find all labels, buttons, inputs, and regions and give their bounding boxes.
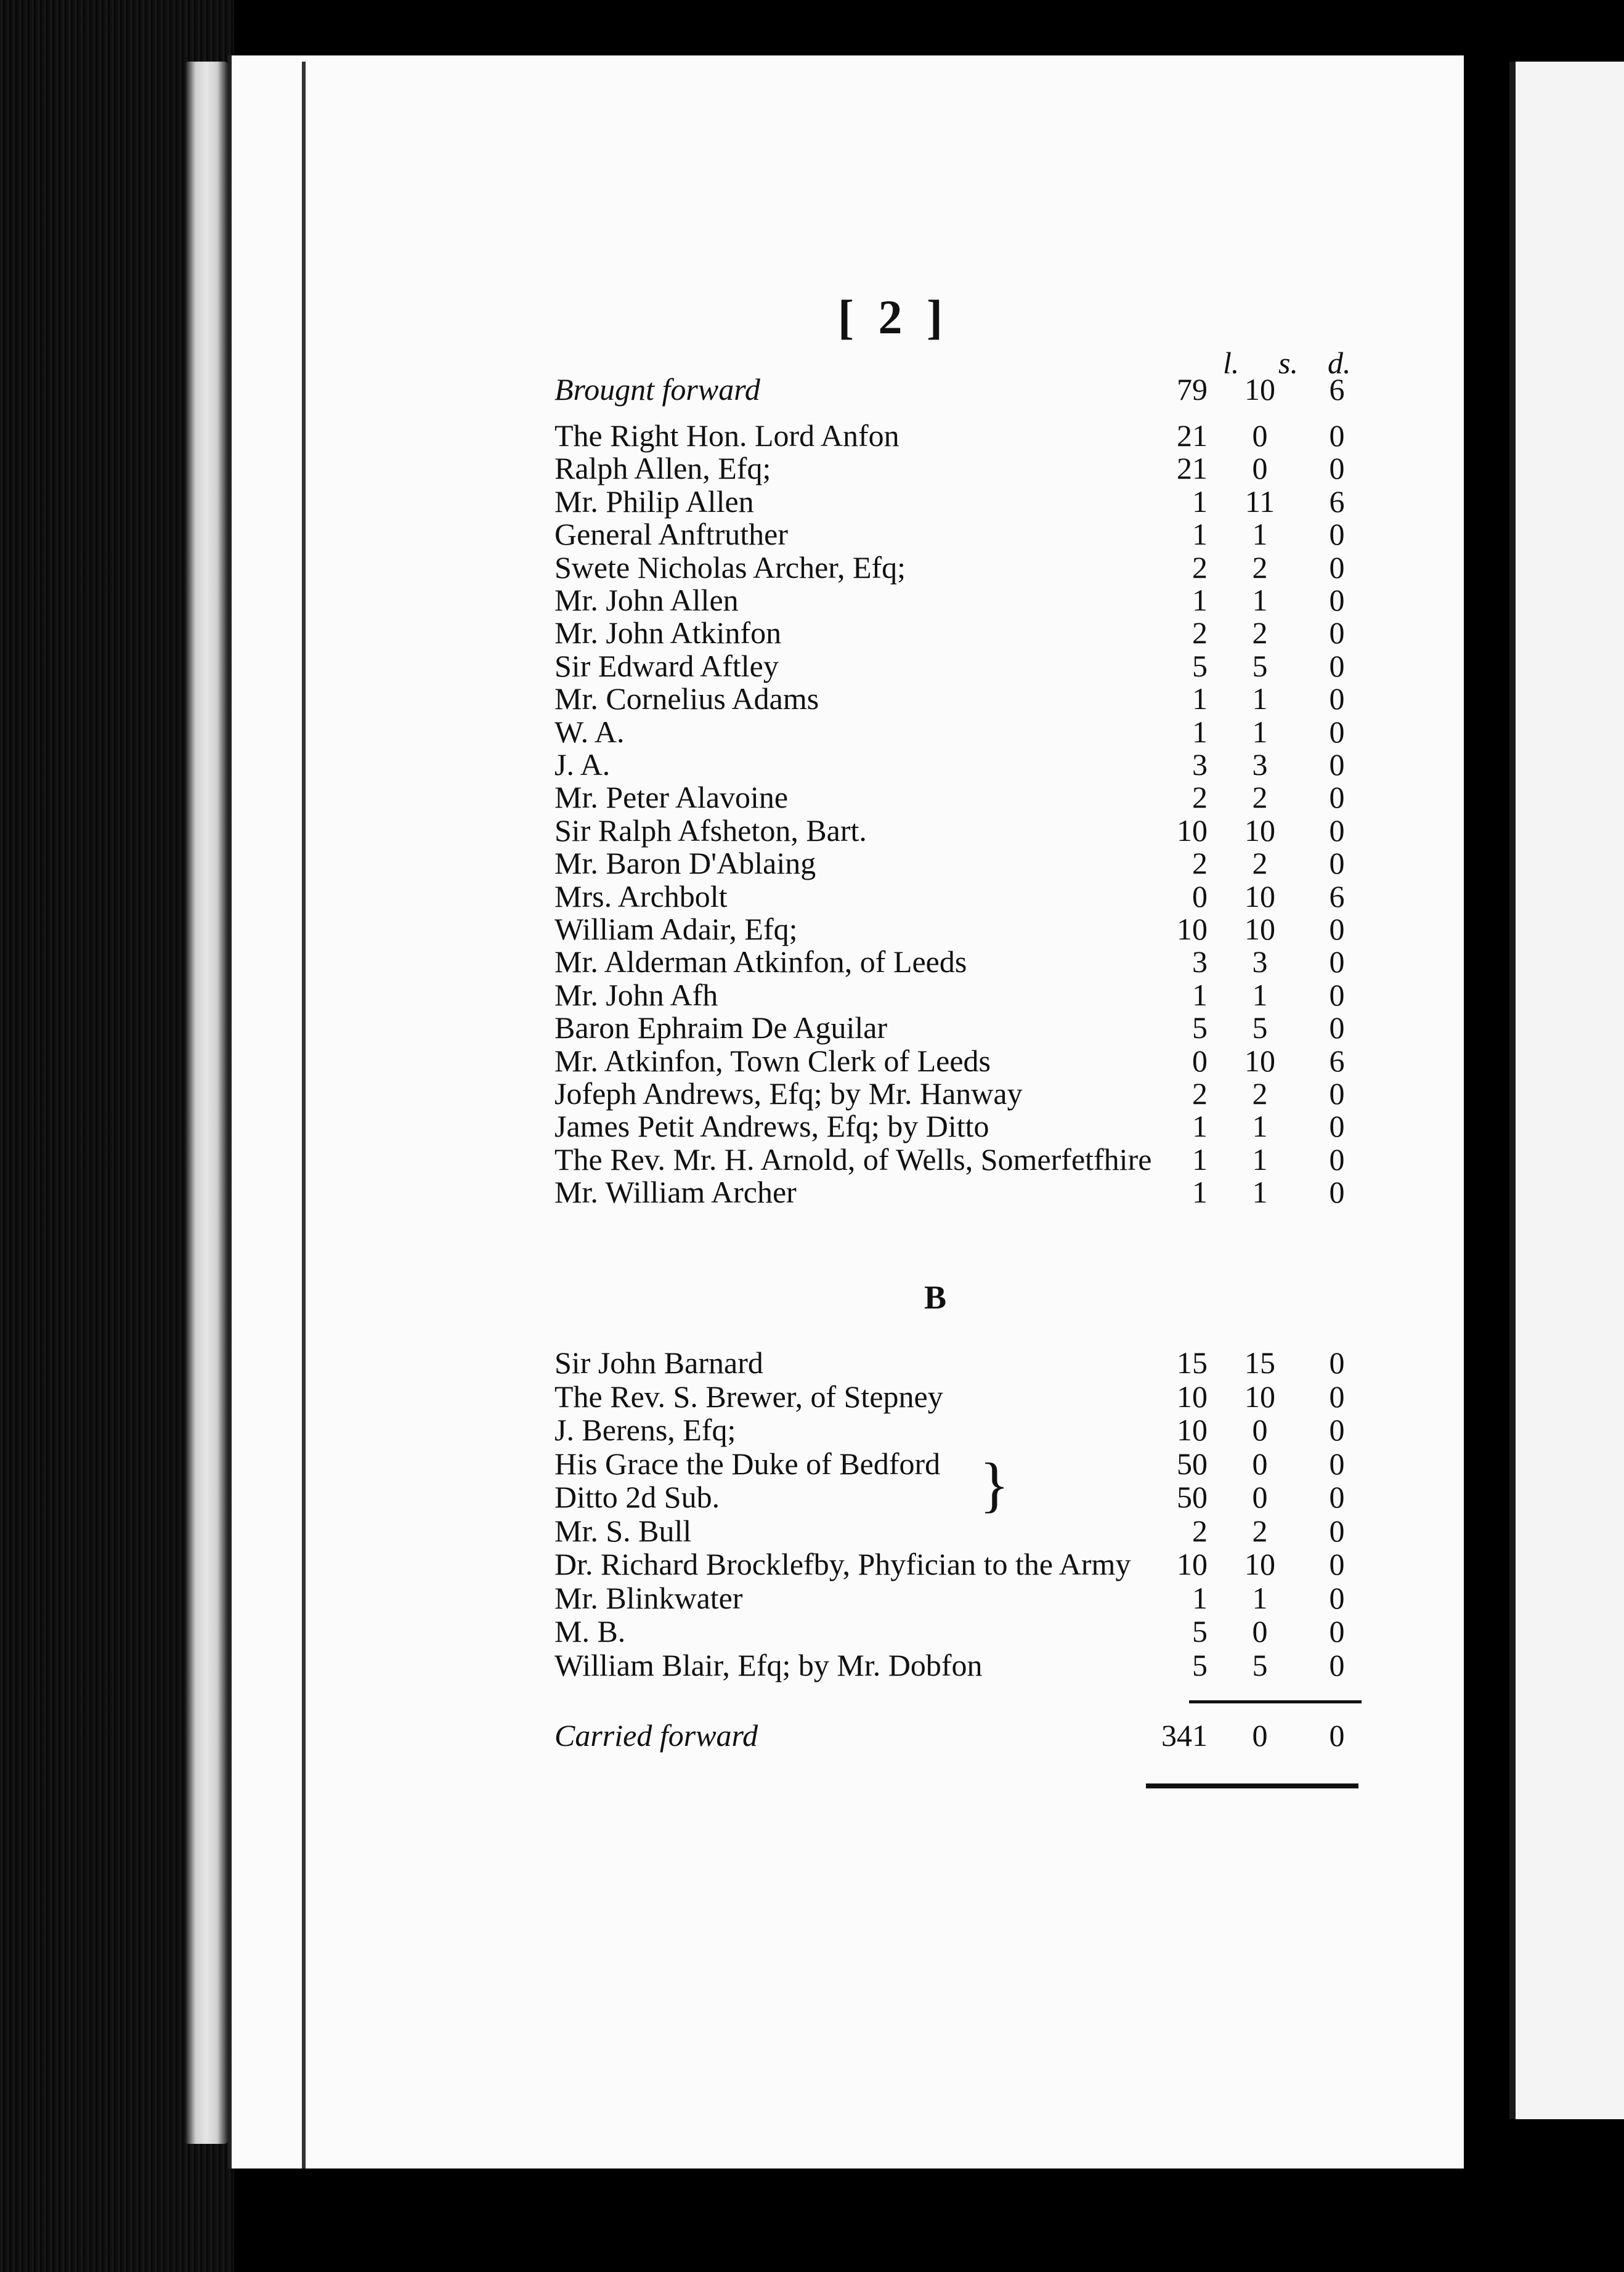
shillings: 10 xyxy=(1244,878,1275,914)
pence: 0 xyxy=(1329,1446,1345,1481)
pounds: 1 xyxy=(1192,681,1208,716)
pounds: 21 xyxy=(1177,418,1208,453)
subscriber-name: William Blair, Efq; by Mr. Dobfon xyxy=(554,1647,983,1682)
subscriber-row xyxy=(554,1110,1368,1143)
shillings: 15 xyxy=(1244,1345,1275,1380)
shillings: 1 xyxy=(1252,1580,1268,1615)
total-double-rule xyxy=(1146,1783,1358,1788)
subscriber-name: Mr. John Afh xyxy=(554,977,718,1012)
pounds: 1 xyxy=(1192,714,1208,749)
pence: 0 xyxy=(1329,648,1345,683)
pence: 0 xyxy=(1329,846,1345,881)
shillings: 3 xyxy=(1252,747,1268,782)
pounds: 1 xyxy=(1192,977,1208,1012)
pence: 6 xyxy=(1329,372,1345,407)
sum-rule xyxy=(1189,1700,1362,1703)
subscriber-row xyxy=(554,583,1368,617)
pence: 0 xyxy=(1329,912,1345,946)
pounds: 5 xyxy=(1192,1010,1208,1045)
subscriber-name: Sir Edward Aftley xyxy=(554,648,779,683)
subscriber-row xyxy=(554,880,1368,913)
pence: 0 xyxy=(1329,977,1345,1012)
pounds: 10 xyxy=(1177,813,1208,848)
subscriber-row xyxy=(554,1044,1368,1077)
subscriber-row xyxy=(554,1514,1368,1548)
pounds: 79 xyxy=(1177,372,1208,407)
shillings: 2 xyxy=(1252,550,1268,585)
brought-forward-row xyxy=(554,373,1368,406)
shillings: 0 xyxy=(1252,1446,1268,1481)
subscriber-name: Mrs. Archbolt xyxy=(554,878,728,914)
pounds: 5 xyxy=(1192,1614,1208,1649)
gutter-line xyxy=(302,62,306,2169)
shillings: 10 xyxy=(1244,372,1275,407)
subscriber-row xyxy=(554,912,1368,946)
subscriber-row xyxy=(554,551,1368,584)
shillings: 1 xyxy=(1252,977,1268,1012)
subscriber-row xyxy=(554,814,1368,847)
subscriber-name: Mr. Atkinfon, Town Clerk of Leeds xyxy=(554,1043,991,1078)
subscriber-row xyxy=(554,485,1368,518)
subscriber-row xyxy=(554,1447,1368,1480)
subscriber-row xyxy=(554,682,1368,715)
pence: 0 xyxy=(1329,780,1345,815)
pence: 0 xyxy=(1329,714,1345,749)
pounds: 5 xyxy=(1192,648,1208,683)
subscriber-row xyxy=(554,616,1368,649)
subscriber-row xyxy=(554,1581,1368,1615)
brought-forward-label: Brougnt forward xyxy=(554,372,760,407)
shillings: 11 xyxy=(1244,484,1275,519)
pence: 0 xyxy=(1329,1647,1345,1682)
shillings: 1 xyxy=(1252,681,1268,716)
pounds: 1 xyxy=(1192,1175,1208,1210)
shillings: 2 xyxy=(1252,780,1268,815)
pounds: 2 xyxy=(1192,780,1208,815)
subscriber-name: Mr. Peter Alavoine xyxy=(554,780,789,815)
pounds: 341 xyxy=(1161,1718,1208,1753)
pounds: 1 xyxy=(1192,1109,1208,1144)
pounds: 1 xyxy=(1192,484,1208,519)
shillings: 2 xyxy=(1252,846,1268,881)
pounds: 10 xyxy=(1177,1379,1208,1414)
subscriber-row xyxy=(554,1143,1368,1176)
pence: 0 xyxy=(1329,517,1345,552)
shillings: 0 xyxy=(1252,1718,1268,1753)
subscriber-name: His Grace the Duke of Bedford xyxy=(554,1446,941,1481)
subscriber-row xyxy=(554,1649,1368,1682)
page-number: [ 2 ] xyxy=(838,290,949,344)
shillings: 2 xyxy=(1252,1513,1268,1548)
subscriber-row xyxy=(554,748,1368,781)
subscriber-row xyxy=(554,715,1368,749)
pounds: 5 xyxy=(1192,1647,1208,1682)
pence: 6 xyxy=(1329,878,1345,914)
pence: 6 xyxy=(1329,1043,1345,1078)
pence: 0 xyxy=(1329,1142,1345,1177)
subscriber-row xyxy=(554,846,1368,880)
pounds: 0 xyxy=(1192,878,1208,914)
subscriber-name: James Petit Andrews, Efq; by Ditto xyxy=(554,1109,989,1144)
pence: 0 xyxy=(1329,813,1345,848)
pounds: 50 xyxy=(1177,1480,1208,1514)
pence: 0 xyxy=(1329,681,1345,716)
subscriber-row xyxy=(554,517,1368,551)
subscriber-name: Mr. Philip Allen xyxy=(554,484,754,519)
shillings: 2 xyxy=(1252,615,1268,651)
shillings: 1 xyxy=(1252,583,1268,617)
pounds: 0 xyxy=(1192,1043,1208,1078)
subscriber-row xyxy=(554,1346,1368,1379)
subscriber-name: Ralph Allen, Efq; xyxy=(554,451,771,486)
pence: 0 xyxy=(1329,550,1345,585)
brace-mark: } xyxy=(980,1450,1009,1519)
subscriber-row xyxy=(554,1413,1368,1446)
subscriber-row xyxy=(554,452,1368,485)
pounds: 2 xyxy=(1192,1513,1208,1548)
subscriber-name: Mr. John Atkinfon xyxy=(554,615,782,651)
subscriber-name: Mr. Baron D'Ablaing xyxy=(554,846,816,881)
pounds: 10 xyxy=(1177,1547,1208,1581)
shillings: 5 xyxy=(1252,1647,1268,1682)
pounds: 10 xyxy=(1177,912,1208,946)
pounds: 3 xyxy=(1192,944,1208,980)
shillings: 0 xyxy=(1252,451,1268,486)
shillings: 10 xyxy=(1244,912,1275,946)
pence: 0 xyxy=(1329,944,1345,980)
subscriber-name: Mr. Cornelius Adams xyxy=(554,681,819,716)
subscriber-name: Mr. John Allen xyxy=(554,583,739,617)
shillings: 0 xyxy=(1252,1480,1268,1514)
subscriber-row xyxy=(554,419,1368,452)
pounds: 1 xyxy=(1192,583,1208,617)
column-header-shillings: s. xyxy=(1278,346,1298,380)
pence: 0 xyxy=(1329,1580,1345,1615)
subscriber-name: Mr. Alderman Atkinfon, of Leeds xyxy=(554,944,967,980)
subscriber-row xyxy=(554,1175,1368,1209)
carried-forward-row xyxy=(554,1719,1368,1752)
subscriber-name: J. Berens, Efq; xyxy=(554,1413,736,1447)
pence: 0 xyxy=(1329,1547,1345,1581)
pence: 0 xyxy=(1329,1379,1345,1414)
pence: 0 xyxy=(1329,418,1345,453)
pence: 0 xyxy=(1329,1614,1345,1649)
page-edges xyxy=(185,62,228,2144)
pence: 0 xyxy=(1329,1345,1345,1380)
subscriber-name: Ditto 2d Sub. xyxy=(554,1480,720,1514)
subscriber-row xyxy=(554,945,1368,978)
subscriber-row xyxy=(554,1480,1368,1514)
subscriber-name: General Anftruther xyxy=(554,517,789,552)
pence: 0 xyxy=(1329,747,1345,782)
subscriber-name: Dr. Richard Brocklefby, Phyfician to the Army xyxy=(554,1547,1131,1581)
section-letter-b: B xyxy=(924,1279,947,1316)
pence: 0 xyxy=(1329,1413,1345,1447)
pounds: 1 xyxy=(1192,1580,1208,1615)
pounds: 2 xyxy=(1192,550,1208,585)
pounds: 2 xyxy=(1192,846,1208,881)
facing-page-edge xyxy=(1509,62,1624,2119)
shillings: 5 xyxy=(1252,648,1268,683)
shillings: 10 xyxy=(1244,1379,1275,1414)
shillings: 1 xyxy=(1252,714,1268,749)
carried-forward-label: Carried forward xyxy=(554,1718,758,1753)
shillings: 1 xyxy=(1252,1175,1268,1210)
subscriber-row xyxy=(554,1548,1368,1581)
pounds: 3 xyxy=(1192,747,1208,782)
pence: 0 xyxy=(1329,1010,1345,1045)
shillings: 0 xyxy=(1252,1413,1268,1447)
column-header-pounds: l. xyxy=(1223,346,1240,380)
pounds: 1 xyxy=(1192,1142,1208,1177)
subscriber-row xyxy=(554,978,1368,1012)
shillings: 1 xyxy=(1252,1142,1268,1177)
shillings: 1 xyxy=(1252,1109,1268,1144)
pounds: 2 xyxy=(1192,1076,1208,1111)
subscriber-name: W. A. xyxy=(554,714,625,749)
subscriber-name: Sir John Barnard xyxy=(554,1345,763,1380)
subscriber-name: Jofeph Andrews, Efq; by Mr. Hanway xyxy=(554,1076,1023,1111)
pounds: 10 xyxy=(1177,1413,1208,1447)
subscriber-name: Mr. S. Bull xyxy=(554,1513,692,1548)
pence: 0 xyxy=(1329,1109,1345,1144)
shillings: 10 xyxy=(1244,813,1275,848)
pence: 0 xyxy=(1329,583,1345,617)
subscriber-name: Sir Ralph Afsheton, Bart. xyxy=(554,813,867,848)
subscriber-row xyxy=(554,1077,1368,1110)
subscriber-row xyxy=(554,1380,1368,1413)
pounds: 50 xyxy=(1177,1446,1208,1481)
shillings: 1 xyxy=(1252,517,1268,552)
pounds: 2 xyxy=(1192,615,1208,651)
subscriber-name: The Rev. Mr. H. Arnold, of Wells, Somerfetfhire xyxy=(554,1142,1152,1177)
subscriber-name: Mr. William Archer xyxy=(554,1175,797,1210)
subscriber-row xyxy=(554,781,1368,814)
pounds: 21 xyxy=(1177,451,1208,486)
column-header-pence: d. xyxy=(1328,346,1351,380)
pence: 0 xyxy=(1329,1480,1345,1514)
pence: 0 xyxy=(1329,451,1345,486)
subscriber-row xyxy=(554,1615,1368,1648)
pence: 0 xyxy=(1329,1175,1345,1210)
subscriber-name: J. A. xyxy=(554,747,611,782)
shillings: 10 xyxy=(1244,1547,1275,1581)
pounds: 1 xyxy=(1192,517,1208,552)
pounds: 15 xyxy=(1177,1345,1208,1380)
shillings: 10 xyxy=(1244,1043,1275,1078)
shillings: 3 xyxy=(1252,944,1268,980)
shillings: 0 xyxy=(1252,1614,1268,1649)
subscriber-name: M. B. xyxy=(554,1614,626,1649)
subscriber-name: Mr. Blinkwater xyxy=(554,1580,743,1615)
shillings: 5 xyxy=(1252,1010,1268,1045)
subscriber-name: The Right Hon. Lord Anfon xyxy=(554,418,899,453)
subscriber-name: The Rev. S. Brewer, of Stepney xyxy=(554,1379,943,1414)
pence: 0 xyxy=(1329,1076,1345,1111)
subscriber-name: Baron Ephraim De Aguilar xyxy=(554,1010,888,1045)
subscriber-row xyxy=(554,1011,1368,1044)
pence: 6 xyxy=(1329,484,1345,519)
pence: 0 xyxy=(1329,615,1345,651)
subscriber-name: Swete Nicholas Archer, Efq; xyxy=(554,550,906,585)
pence: 0 xyxy=(1329,1513,1345,1548)
shillings: 2 xyxy=(1252,1076,1268,1111)
pence: 0 xyxy=(1329,1718,1345,1753)
subscriber-row xyxy=(554,649,1368,683)
shillings: 0 xyxy=(1252,418,1268,453)
subscriber-name: William Adair, Efq; xyxy=(554,912,798,946)
